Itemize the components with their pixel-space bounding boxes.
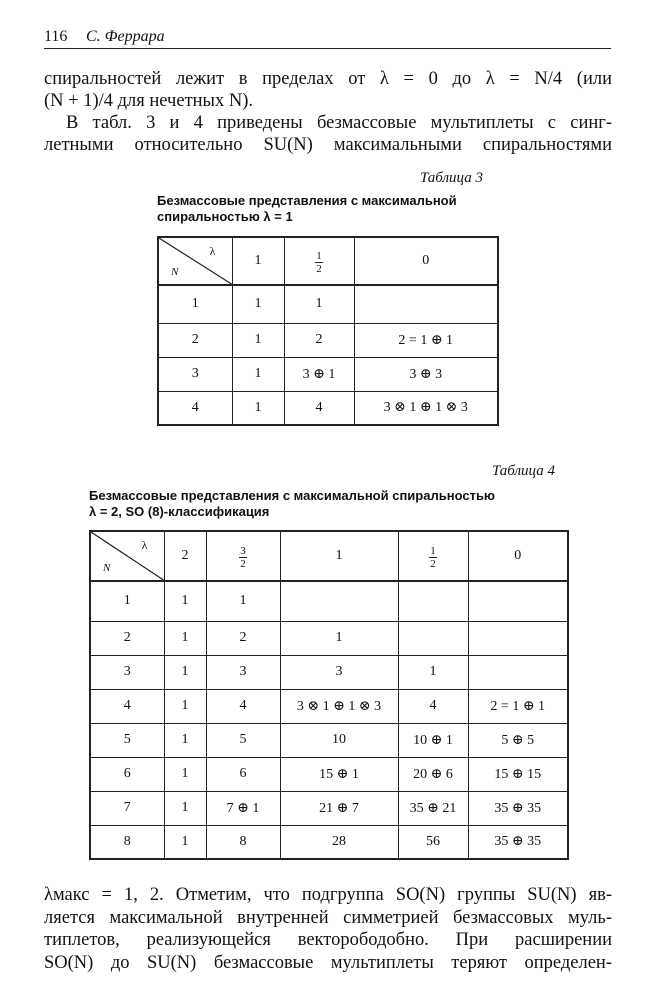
cell: 1	[232, 285, 284, 323]
cell: 3	[158, 357, 232, 391]
cell	[468, 621, 568, 655]
table-row	[90, 655, 568, 689]
header-cell: 0	[468, 531, 568, 581]
cell: 56	[398, 825, 468, 859]
cell: 1	[164, 723, 206, 757]
header-cell	[206, 531, 280, 581]
table-row	[158, 285, 498, 323]
cell: 4	[90, 689, 164, 723]
header-cell: 1	[280, 531, 398, 581]
cell: 3 ⊕ 1	[284, 357, 354, 391]
table4-title-line: λ = 2, SO (8)-классификация	[89, 504, 270, 519]
cell	[468, 655, 568, 689]
cell: 2 = 1 ⊕ 1	[468, 689, 568, 723]
cell: 4	[206, 689, 280, 723]
text-line: спиральностей лежит в пределах от λ = 0 до λ = N/4 (или	[44, 69, 612, 89]
cell: 28	[280, 825, 398, 859]
cell	[468, 581, 568, 621]
cell: 15 ⊕ 15	[468, 757, 568, 791]
cell: 4	[398, 689, 468, 723]
cell: 4	[284, 391, 354, 425]
table-row	[90, 689, 568, 723]
table3-title-line: Безмассовые представления с максимальной	[157, 193, 457, 208]
header-cell	[398, 531, 468, 581]
cell: 3	[280, 655, 398, 689]
cell	[354, 285, 498, 323]
header-cell: 2	[164, 531, 206, 581]
text-line: В табл. 3 и 4 приведены безмассовые мультиплеты с синг-	[66, 113, 612, 133]
cell: 1	[232, 357, 284, 391]
table-header-row	[158, 237, 498, 285]
table4	[89, 530, 569, 860]
running-header	[44, 26, 611, 49]
cell: 1	[232, 391, 284, 425]
text-line: типлетов, реализующейся векторободобно. При расширении	[44, 930, 612, 950]
cell: 20 ⊕ 6	[398, 757, 468, 791]
cell: 1	[164, 689, 206, 723]
running-author: С. Феррара	[86, 28, 165, 45]
cell: 3 ⊗ 1 ⊕ 1 ⊗ 3	[280, 689, 398, 723]
header-cell	[284, 237, 354, 285]
cell: 15 ⊕ 1	[280, 757, 398, 791]
text-line: ляется максимальной внутренней симметрией безмассовых муль-	[44, 907, 612, 928]
cell: 7 ⊕ 1	[206, 791, 280, 825]
cell: 3	[206, 655, 280, 689]
cell: 2	[284, 323, 354, 357]
header-cell: 0	[354, 237, 498, 285]
cell	[398, 621, 468, 655]
cell: 2	[158, 323, 232, 357]
cell: 3 ⊗ 1 ⊕ 1 ⊗ 3	[354, 391, 498, 425]
intro-paragraph	[44, 68, 612, 156]
table3-title-line: спиральностью λ = 1	[157, 209, 293, 224]
fraction: $\frac{3}{2}$	[240, 544, 246, 570]
cell: 35 ⊕ 21	[398, 791, 468, 825]
cell: 1	[164, 825, 206, 859]
cell: 7	[90, 791, 164, 825]
table4-title	[89, 488, 495, 520]
cell: 2 = 1 ⊕ 1	[354, 323, 498, 357]
cell: 1	[90, 581, 164, 621]
table-row	[90, 621, 568, 655]
fraction: $\frac{1}{2}$	[430, 544, 436, 570]
lambda-label: λ	[209, 244, 216, 258]
cell: 6	[90, 757, 164, 791]
table-header-row	[90, 531, 568, 581]
text-line: SO(N) до SU(N) безмассовые мультиплеты теряют определен-	[44, 952, 612, 973]
corner-cell	[90, 531, 164, 581]
cell: 1	[164, 621, 206, 655]
cell: 1	[398, 655, 468, 689]
corner-cell	[158, 237, 232, 285]
cell: 1	[164, 757, 206, 791]
cell: 10	[280, 723, 398, 757]
table-row	[90, 723, 568, 757]
cell: 5 ⊕ 5	[468, 723, 568, 757]
cell: 3	[90, 655, 164, 689]
outro-paragraph	[44, 884, 612, 974]
cell: 2	[206, 621, 280, 655]
cell: 1	[158, 285, 232, 323]
table-row	[158, 357, 498, 391]
table3-caption: Таблица 3	[420, 170, 483, 186]
header-cell: 1	[232, 237, 284, 285]
table-row	[90, 581, 568, 621]
cell: 4	[158, 391, 232, 425]
cell: 8	[90, 825, 164, 859]
n-label: N	[171, 266, 179, 278]
cell: 8	[206, 825, 280, 859]
cell: 1	[164, 655, 206, 689]
cell: 1	[232, 323, 284, 357]
cell: 1	[164, 791, 206, 825]
cell	[280, 581, 398, 621]
cell: 2	[90, 621, 164, 655]
table-row	[158, 391, 498, 425]
text-line: летными относительно SU(N) максимальными спиральностями	[44, 135, 612, 155]
cell: 10 ⊕ 1	[398, 723, 468, 757]
table-row	[90, 757, 568, 791]
cell: 1	[280, 621, 398, 655]
fraction: $\frac{1}{2}$	[316, 249, 322, 275]
cell: 5	[206, 723, 280, 757]
cell: 21 ⊕ 7	[280, 791, 398, 825]
cell: 6	[206, 757, 280, 791]
text-line: λмакс = 1, 2. Отметим, что подгруппа SO(N) группы SU(N) яв-	[44, 885, 612, 905]
cell	[398, 581, 468, 621]
table-row	[158, 323, 498, 357]
page-number: 116	[44, 28, 68, 45]
table-row	[90, 791, 568, 825]
table4-title-line: Безмассовые представления с максимальной спиральностью	[89, 488, 496, 503]
cell: 1	[164, 581, 206, 621]
cell: 3 ⊕ 3	[354, 357, 498, 391]
table3-title	[157, 193, 457, 225]
table3	[157, 236, 499, 426]
lambda-label: λ	[141, 538, 148, 552]
n-label: N	[103, 562, 111, 574]
cell: 1	[284, 285, 354, 323]
cell: 35 ⊕ 35	[468, 825, 568, 859]
cell: 1	[206, 581, 280, 621]
cell: 5	[90, 723, 164, 757]
text-line: (N + 1)/4 для нечетных N).	[44, 91, 254, 111]
cell: 35 ⊕ 35	[468, 791, 568, 825]
table4-caption: Таблица 4	[492, 463, 555, 479]
table-row	[90, 825, 568, 859]
